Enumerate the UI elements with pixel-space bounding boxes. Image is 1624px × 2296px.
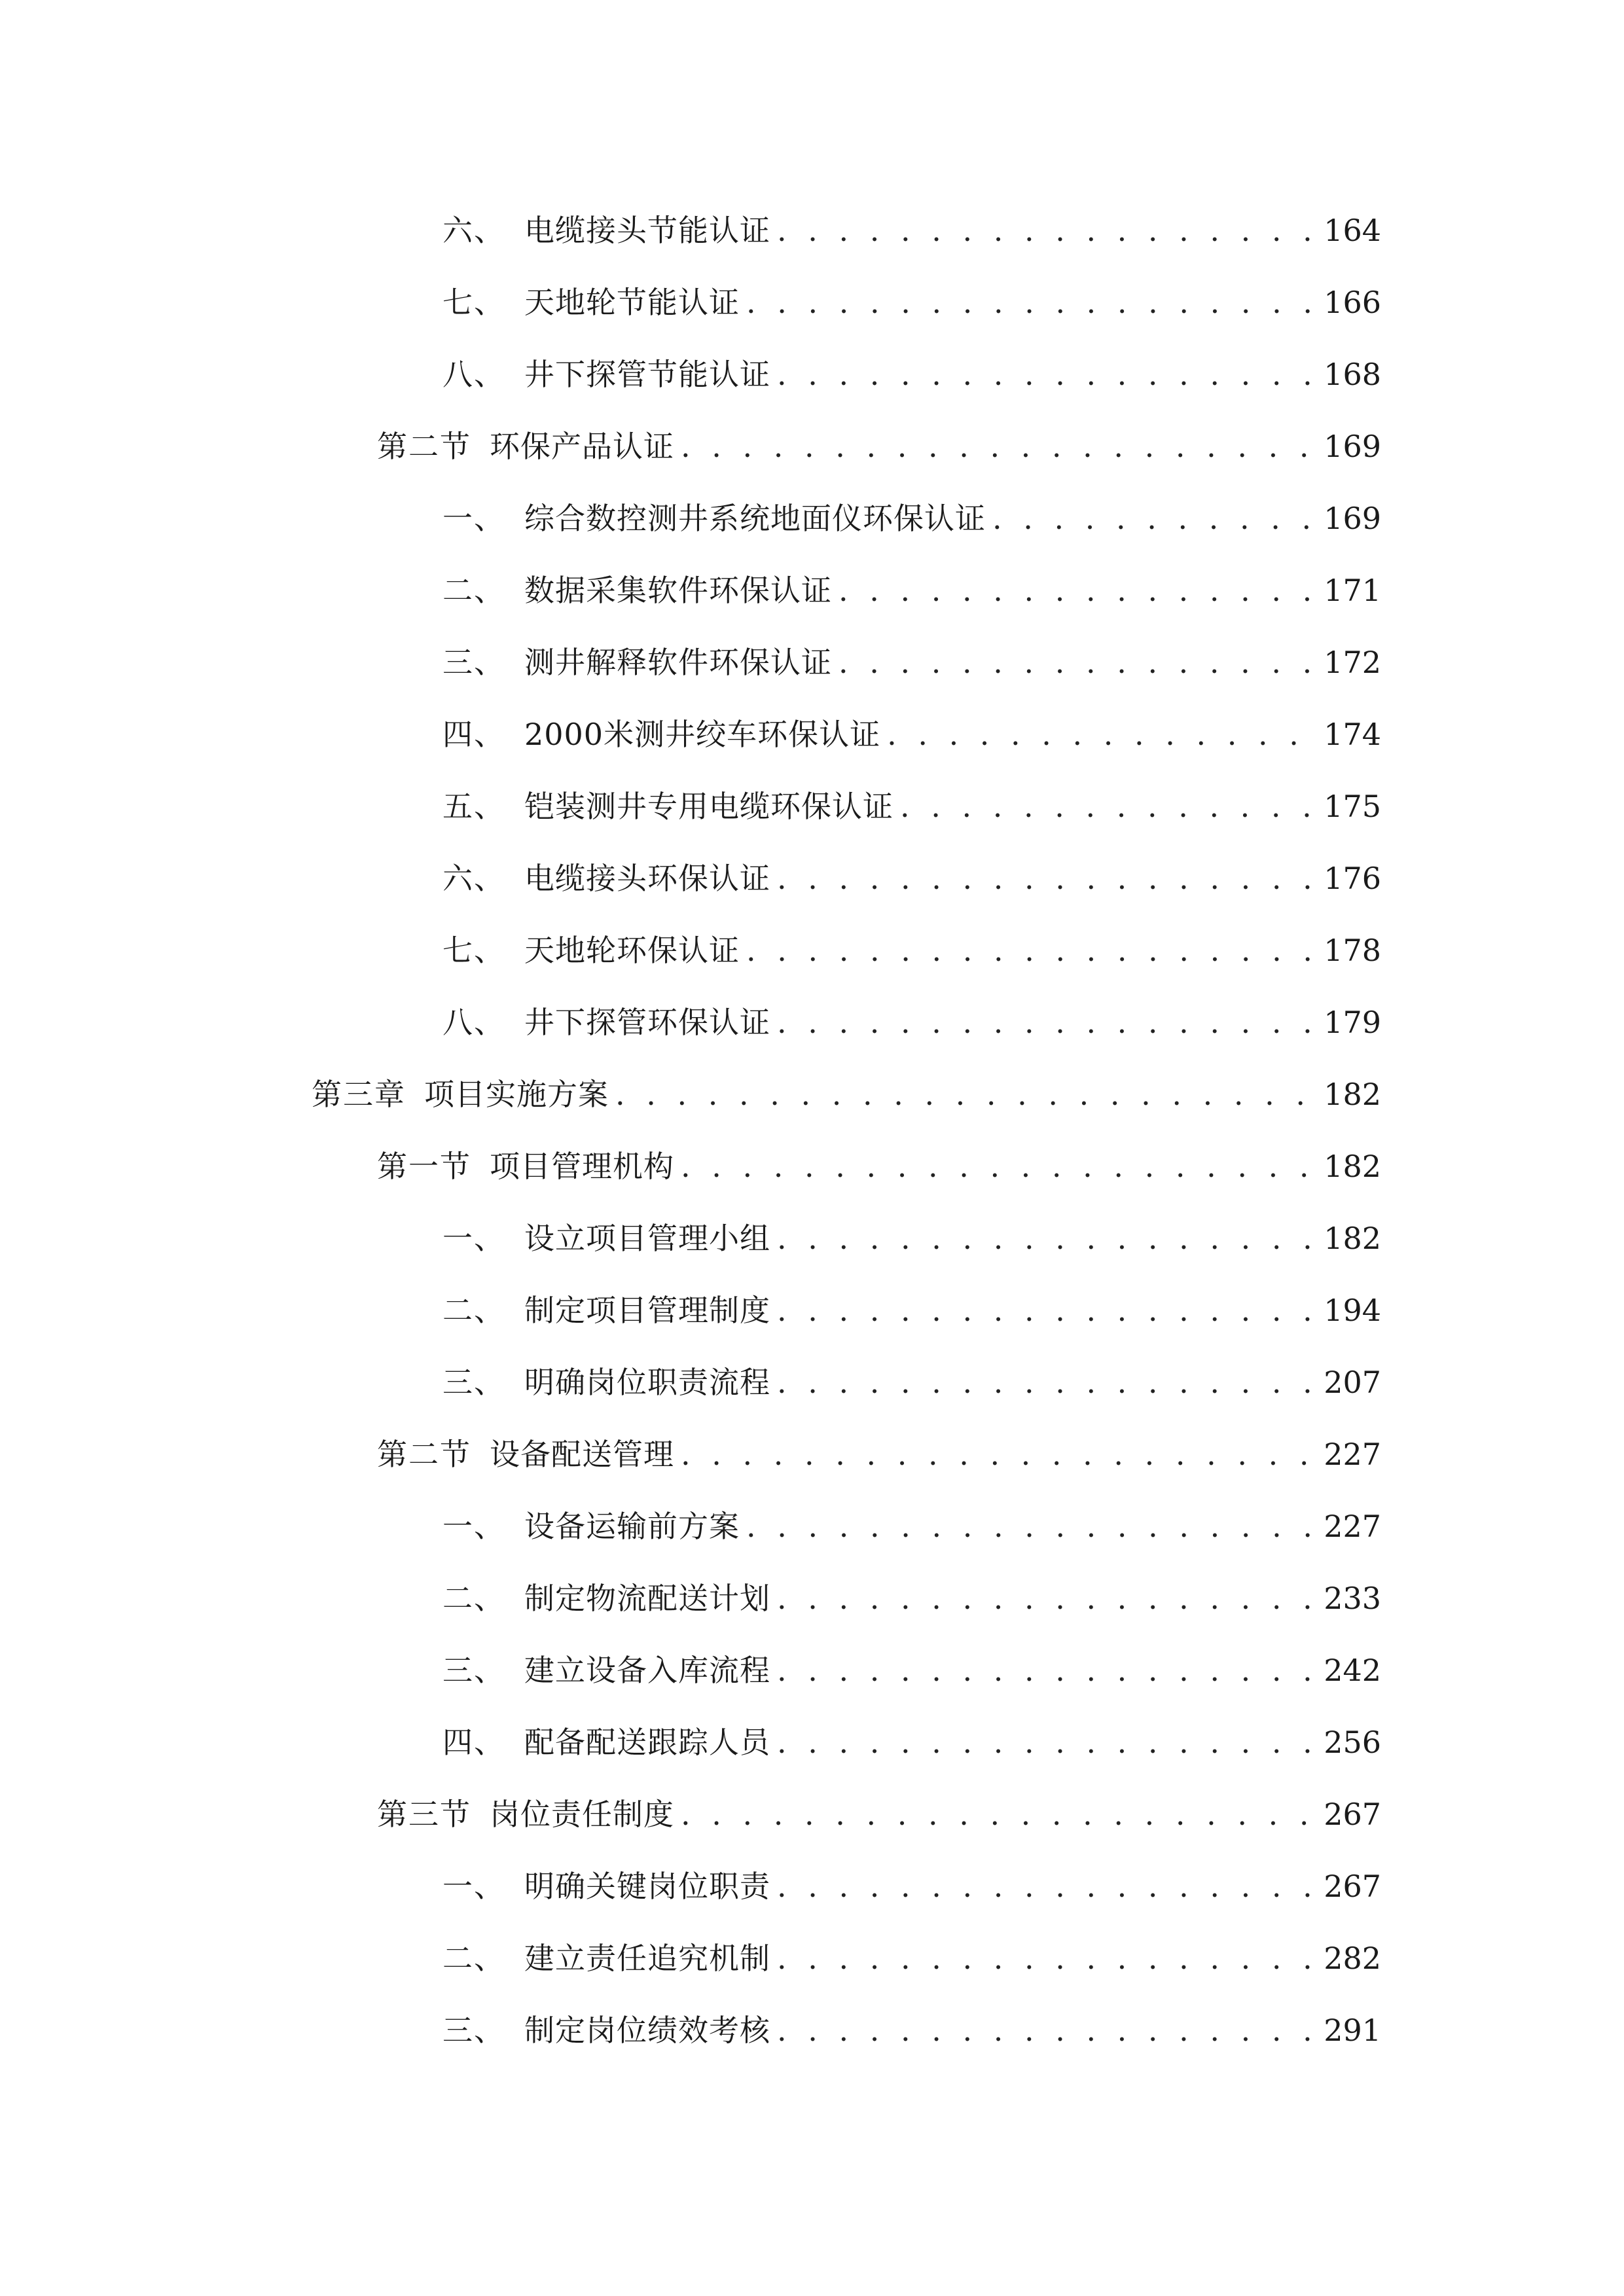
toc-entry-page: 242	[1324, 1653, 1381, 1688]
toc-entry[interactable]	[442, 204, 1381, 257]
toc-entry-title: 配备配送跟踪人员	[524, 1725, 770, 1760]
toc-entry[interactable]	[442, 2004, 1381, 2056]
toc-entry-marker: 三、	[442, 1653, 505, 1688]
toc-entry[interactable]	[442, 1212, 1381, 1265]
toc-entry-title: 项目管理机构	[490, 1149, 674, 1184]
toc-entry-page: 171	[1324, 573, 1381, 608]
toc-entry-page: 179	[1324, 1005, 1381, 1040]
toc-entry-marker: 一、	[442, 1509, 505, 1544]
toc-entry-title: 设备运输前方案	[524, 1509, 740, 1544]
toc-dot-leader	[777, 1644, 1317, 1696]
toc-entry-marker: 一、	[442, 1221, 505, 1256]
toc-entry-marker: 第二节	[377, 429, 471, 464]
toc-entry[interactable]	[442, 1644, 1381, 1696]
toc-entry-marker: 一、	[442, 501, 505, 536]
toc-dot-leader	[777, 996, 1317, 1049]
toc-entry-title: 制定项目管理制度	[524, 1293, 770, 1328]
toc-entry-page: 182	[1324, 1077, 1381, 1112]
toc-dot-leader	[681, 1788, 1317, 1840]
toc-entry-page: 256	[1324, 1725, 1381, 1760]
toc-entry-page: 207	[1324, 1365, 1381, 1400]
toc-entry[interactable]	[442, 1284, 1381, 1336]
toc-entry[interactable]	[377, 420, 1381, 473]
toc-entry-title: 设备配送管理	[490, 1437, 674, 1472]
toc-entry-marker: 第三节	[377, 1797, 471, 1832]
toc-entry-page: 233	[1324, 1581, 1381, 1616]
toc-entry[interactable]	[442, 636, 1381, 689]
toc-dot-leader	[681, 1140, 1317, 1193]
toc-entry[interactable]	[377, 1788, 1381, 1840]
toc-dot-leader	[992, 492, 1317, 545]
toc-dot-leader	[777, 1716, 1317, 1768]
toc-entry-page: 282	[1324, 1941, 1381, 1976]
toc-entry-title: 建立责任追究机制	[524, 1941, 770, 1976]
toc-dot-leader	[681, 1428, 1317, 1480]
toc-entry[interactable]	[442, 1572, 1381, 1624]
toc-entry[interactable]	[442, 996, 1381, 1049]
toc-entry[interactable]	[442, 1932, 1381, 1984]
toc-entry-marker: 四、	[442, 717, 505, 752]
toc-dot-leader	[777, 1284, 1317, 1336]
toc-dot-leader	[887, 708, 1317, 761]
toc-entry-title: 天地轮环保认证	[524, 933, 740, 968]
toc-entry-marker: 七、	[442, 933, 505, 968]
toc-entry-marker: 三、	[442, 1365, 505, 1400]
toc-entry-marker: 二、	[442, 1293, 505, 1328]
toc-entry-marker: 第二节	[377, 1437, 471, 1472]
toc-entry-title: 设立项目管理小组	[524, 1221, 770, 1256]
toc-dot-leader	[777, 348, 1317, 401]
toc-dot-leader	[746, 1500, 1317, 1552]
toc-entry-title: 2000米测井绞车环保认证	[524, 717, 881, 752]
toc-entry[interactable]	[442, 276, 1381, 329]
toc-entry-marker: 一、	[442, 1869, 505, 1904]
toc-entry-page: 267	[1324, 1869, 1381, 1904]
toc-entry[interactable]	[442, 1356, 1381, 1408]
toc-dot-leader	[777, 1572, 1317, 1624]
toc-dot-leader	[900, 780, 1317, 833]
toc-entry-title: 测井解释软件环保认证	[524, 645, 832, 680]
toc-entry[interactable]	[312, 1068, 1381, 1121]
toc-entry-marker: 二、	[442, 1941, 505, 1976]
toc-entry[interactable]	[442, 1500, 1381, 1552]
toc-entry-marker: 八、	[442, 1005, 505, 1040]
toc-entry-marker: 第一节	[377, 1149, 471, 1184]
toc-entry-page: 169	[1324, 501, 1381, 536]
toc-entry-title: 铠装测井专用电缆环保认证	[524, 789, 893, 824]
toc-entry[interactable]	[442, 852, 1381, 905]
toc-dot-leader	[777, 852, 1317, 905]
toc-entry-title: 综合数控测井系统地面仪环保认证	[524, 501, 986, 536]
toc-entry-page: 169	[1324, 429, 1381, 464]
toc-entry[interactable]	[442, 708, 1381, 761]
toc-dot-leader	[839, 564, 1317, 617]
toc-entry-page: 172	[1324, 645, 1381, 680]
toc-entry-page: 291	[1324, 2013, 1381, 2048]
toc-entry[interactable]	[442, 348, 1381, 401]
toc-dot-leader	[839, 636, 1317, 689]
toc-entry-marker: 四、	[442, 1725, 505, 1760]
toc-entry-title: 井下探管节能认证	[524, 357, 770, 392]
toc-entry-page: 168	[1324, 357, 1381, 392]
toc-entry-title: 建立设备入库流程	[524, 1653, 770, 1688]
toc-entry-title: 数据采集软件环保认证	[524, 573, 832, 608]
toc-dot-leader	[777, 2004, 1317, 2056]
toc-entry-page: 227	[1324, 1437, 1381, 1472]
toc-entry[interactable]	[442, 1716, 1381, 1768]
toc-entry-page: 182	[1324, 1221, 1381, 1256]
toc-dot-leader	[777, 204, 1317, 257]
toc-dot-leader	[777, 1932, 1317, 1984]
toc-entry-page: 164	[1324, 213, 1381, 248]
toc-dot-leader	[746, 924, 1317, 977]
toc-entry-page: 174	[1324, 717, 1381, 752]
toc-dot-leader	[777, 1860, 1317, 1912]
toc-entry-page: 227	[1324, 1509, 1381, 1544]
toc-entry-page: 175	[1324, 789, 1381, 824]
toc-entry[interactable]	[377, 1428, 1381, 1480]
toc-entry-marker: 三、	[442, 2013, 505, 2048]
toc-entry-marker: 三、	[442, 645, 505, 680]
toc-entry-title: 电缆接头环保认证	[524, 861, 770, 896]
toc-entry-marker: 六、	[442, 861, 505, 896]
toc-entry-title: 明确关键岗位职责	[524, 1869, 770, 1904]
toc-entry-page: 166	[1324, 285, 1381, 320]
toc-entry-title: 制定岗位绩效考核	[524, 2013, 770, 2048]
toc-entry-marker: 二、	[442, 1581, 505, 1616]
toc-entry-title: 项目实施方案	[424, 1077, 609, 1112]
toc-dot-leader	[746, 276, 1317, 329]
toc-entry[interactable]	[377, 1140, 1381, 1193]
toc-entry-title: 岗位责任制度	[490, 1797, 674, 1832]
toc-entry-marker: 七、	[442, 285, 505, 320]
toc-entry-title: 制定物流配送计划	[524, 1581, 770, 1616]
toc-entry-title: 明确岗位职责流程	[524, 1365, 770, 1400]
toc-entry[interactable]	[442, 1860, 1381, 1912]
toc-dot-leader	[777, 1212, 1317, 1265]
toc-entry-title: 电缆接头节能认证	[524, 213, 770, 248]
toc-entry-page: 178	[1324, 933, 1381, 968]
toc-entry-page: 182	[1324, 1149, 1381, 1184]
toc-entry[interactable]	[442, 492, 1381, 545]
toc-dot-leader	[681, 420, 1317, 473]
toc-entry-title: 环保产品认证	[490, 429, 674, 464]
toc-dot-leader	[615, 1068, 1317, 1121]
toc-entry-marker: 六、	[442, 213, 505, 248]
toc-entry-marker: 第三章	[312, 1077, 406, 1112]
toc-entry-page: 194	[1324, 1293, 1381, 1328]
toc-entry-title: 井下探管环保认证	[524, 1005, 770, 1040]
toc-entry-marker: 二、	[442, 573, 505, 608]
toc-entry-page: 267	[1324, 1797, 1381, 1832]
toc-dot-leader	[777, 1356, 1317, 1408]
toc-entry-title: 天地轮节能认证	[524, 285, 740, 320]
toc-entry-page: 176	[1324, 861, 1381, 896]
toc-entry-marker: 五、	[442, 789, 505, 824]
toc-entry[interactable]	[442, 564, 1381, 617]
toc-entry[interactable]	[442, 780, 1381, 833]
toc-entry[interactable]	[442, 924, 1381, 977]
toc-entry-marker: 八、	[442, 357, 505, 392]
